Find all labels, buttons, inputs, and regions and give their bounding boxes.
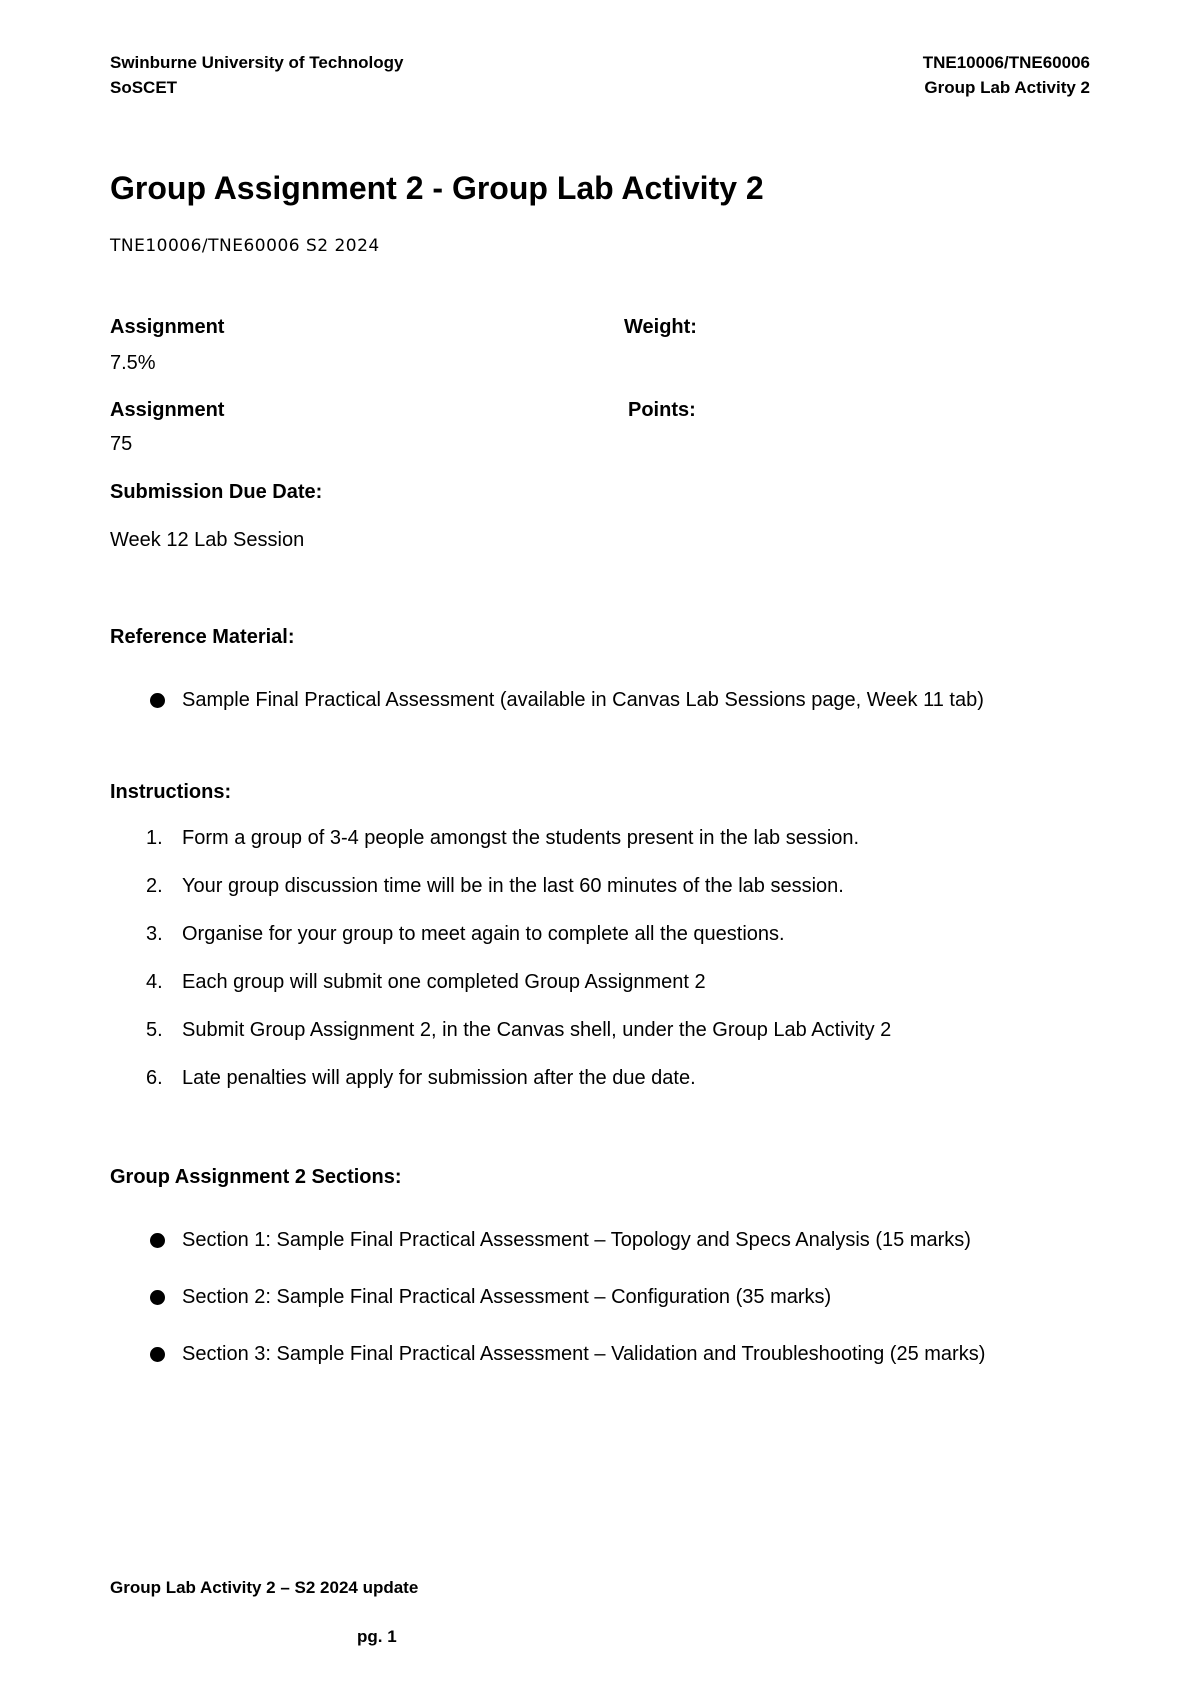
item-number: 2. <box>146 875 163 897</box>
bullet-icon <box>150 1290 165 1305</box>
weight-label-right: Weight: <box>624 316 697 338</box>
points-value: 75 <box>110 433 133 455</box>
section-item-text: Section 1: Sample Final Practical Assessment – Topology and Specs Analysis (15 marks) <box>182 1229 971 1251</box>
weight-label-left: Assignment <box>110 316 225 338</box>
item-number: 4. <box>146 971 163 993</box>
list-item <box>150 1228 985 1252</box>
instruction-text: Your group discussion time will be in the last 60 minutes of the lab session. <box>182 875 844 897</box>
instruction-text: Each group will submit one completed Group Assignment 2 <box>182 971 706 993</box>
header-left <box>110 50 403 100</box>
list-item <box>140 1066 891 1090</box>
list-item <box>150 1285 985 1309</box>
instructions-list <box>140 826 891 1114</box>
bullet-icon <box>150 693 165 708</box>
instruction-text: Submit Group Assignment 2, in the Canvas shell, under the Group Lab Activity 2 <box>182 1019 892 1041</box>
list-item <box>150 1342 985 1366</box>
header-unit-code: TNE10006/TNE60006 <box>922 53 1090 72</box>
header-activity: Group Lab Activity 2 <box>924 78 1090 97</box>
due-date-label: Submission Due Date: <box>110 481 323 503</box>
instruction-text: Late penalties will apply for submission after the due date. <box>182 1067 696 1089</box>
item-number: 6. <box>146 1067 163 1089</box>
list-item <box>140 826 891 850</box>
page-number: pg. 1 <box>357 1627 397 1646</box>
reference-heading: Reference Material: <box>110 626 295 648</box>
header-right <box>923 50 1090 100</box>
instruction-text: Form a group of 3-4 people amongst the students present in the lab session. <box>182 827 860 849</box>
document-title: Group Assignment 2 - Group Lab Activity 2 <box>110 170 764 206</box>
sections-list <box>150 1228 985 1366</box>
list-item <box>140 922 891 946</box>
points-label-right: Points: <box>628 399 696 421</box>
sections-heading: Group Assignment 2 Sections: <box>110 1166 402 1188</box>
weight-value: 7.5% <box>110 352 156 374</box>
list-item <box>150 688 984 712</box>
document-subtitle: TNE10006/TNE60006 S2 2024 <box>110 236 380 256</box>
instruction-text: Organise for your group to meet again to complete all the questions. <box>182 923 785 945</box>
instructions-heading: Instructions: <box>110 781 232 803</box>
section-item-text: Section 2: Sample Final Practical Assessment – Configuration (35 marks) <box>182 1286 832 1308</box>
reference-list <box>150 688 984 712</box>
footer-text: Group Lab Activity 2 – S2 2024 update <box>110 1578 419 1597</box>
due-date-value: Week 12 Lab Session <box>110 529 305 551</box>
item-number: 5. <box>146 1019 163 1041</box>
list-item <box>140 970 891 994</box>
bullet-icon <box>150 1347 165 1362</box>
bullet-icon <box>150 1233 165 1248</box>
header-university: Swinburne University of Technology <box>110 53 404 72</box>
points-label-left: Assignment <box>110 399 225 421</box>
item-number: 1. <box>146 827 163 849</box>
list-item <box>140 1018 891 1042</box>
item-number: 3. <box>146 923 163 945</box>
section-item-text: Section 3: Sample Final Practical Assessment – Validation and Troubleshooting (25 marks) <box>182 1343 986 1365</box>
reference-item-text: Sample Final Practical Assessment (available in Canvas Lab Sessions page, Week 11 tab) <box>182 689 984 711</box>
list-item <box>140 874 891 898</box>
header-school: SoSCET <box>110 78 178 97</box>
